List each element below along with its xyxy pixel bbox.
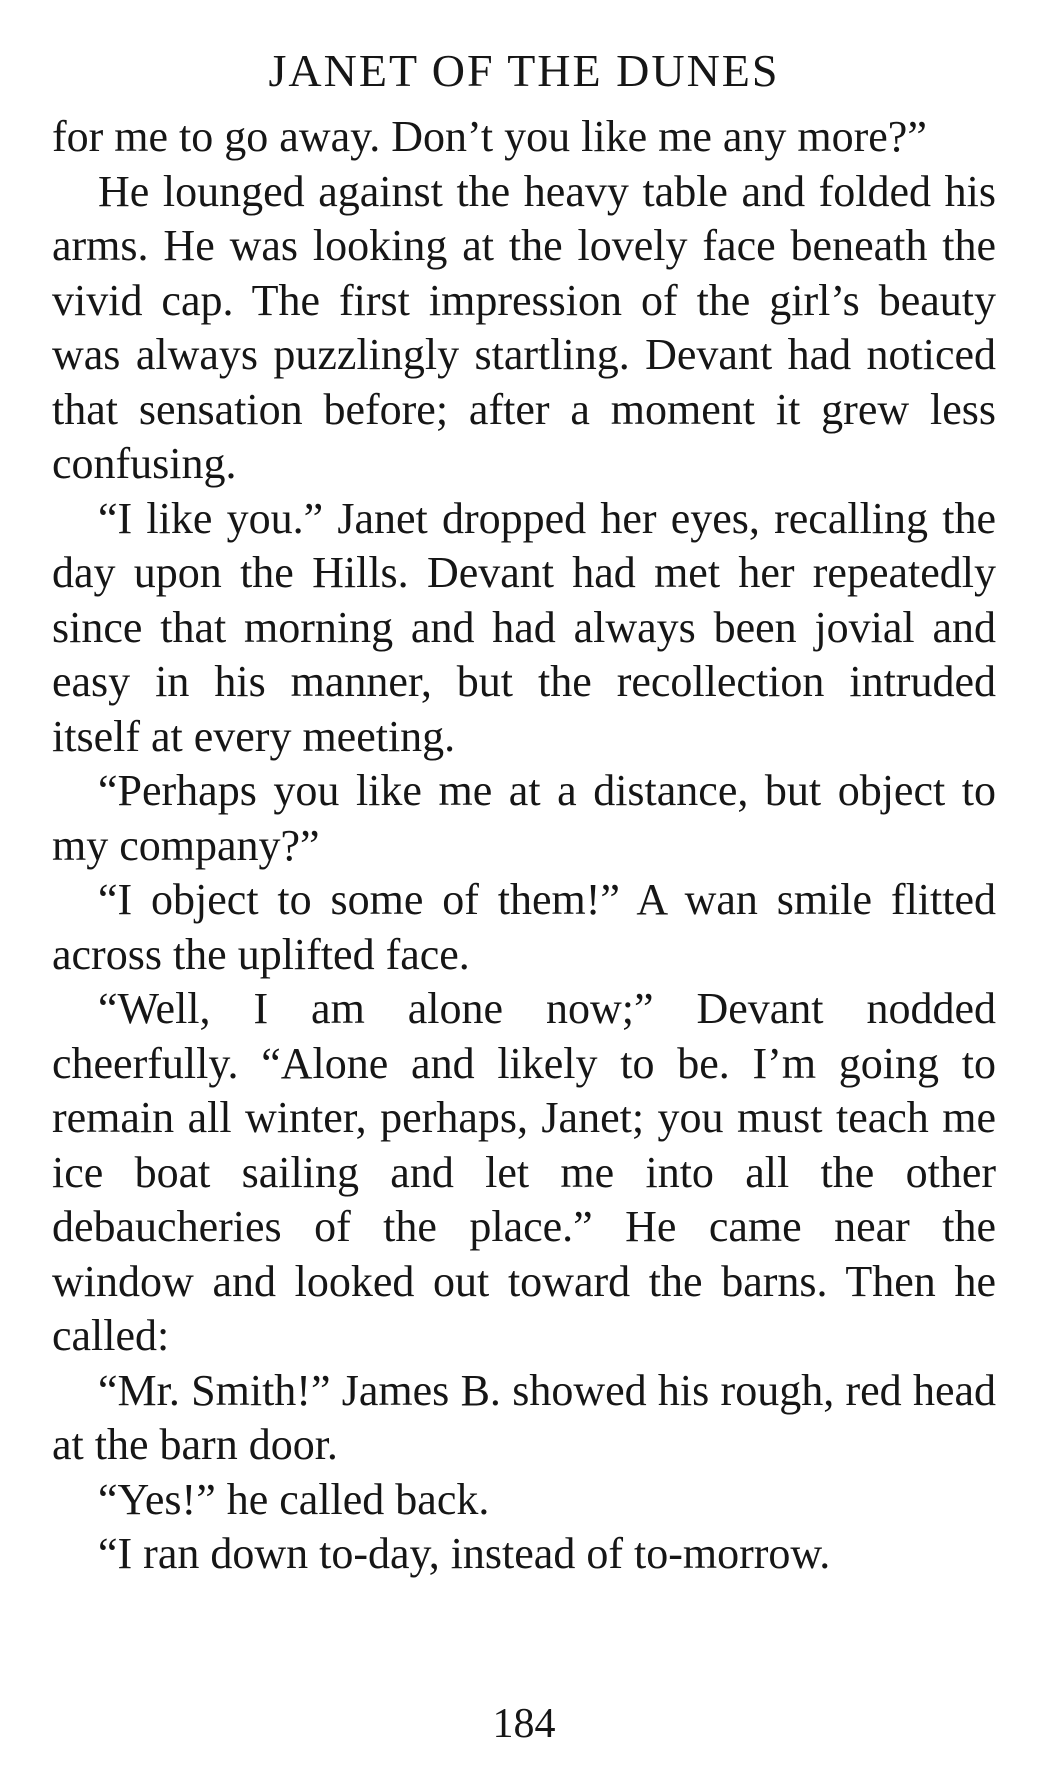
- paragraph: “Well, I am alone now;” Devant nodded cheerfully. “Alone and likely to be. I’m going to remain all winter, perhaps, Janet; you must teach me ice boat sailing and let me into all the other debaucheries of the place.” He came near the window and looked out toward the barns. Then he called:: [52, 984, 996, 1360]
- body-text: [52, 110, 996, 1582]
- paragraph: for me to go away. Don’t you like me any more?”: [52, 112, 927, 161]
- paragraph: “I ran down to-day, instead of to-morrow.: [98, 1529, 831, 1578]
- paragraph: “Perhaps you like me at a distance, but object to my company?”: [52, 766, 996, 870]
- paragraph: He lounged against the heavy table and folded his arms. He was looking at the lovely face beneath the vivid cap. The first impression of the girl’s beauty was always puzzlingly startling. Devant had noticed that sensation before; after a moment it grew less confusing.: [52, 166, 996, 488]
- running-head: JANET OF THE DUNES: [268, 45, 780, 96]
- paragraph: “I like you.” Janet dropped her eyes, recalling the day upon the Hills. Devant had met her repeatedly since that morning and had always been jovial and easy in his manner, but the recollection intruded itself at every meeting.: [52, 493, 996, 761]
- page-number: 184: [492, 1701, 556, 1747]
- paragraph: “I object to some of them!” A wan smile flitted across the uplifted face.: [52, 875, 996, 979]
- paragraph: “Yes!” he called back.: [98, 1474, 490, 1524]
- paragraph: “Mr. Smith!” James B. showed his rough, red head at the barn door.: [52, 1365, 996, 1469]
- book-page: [52, 40, 996, 1747]
